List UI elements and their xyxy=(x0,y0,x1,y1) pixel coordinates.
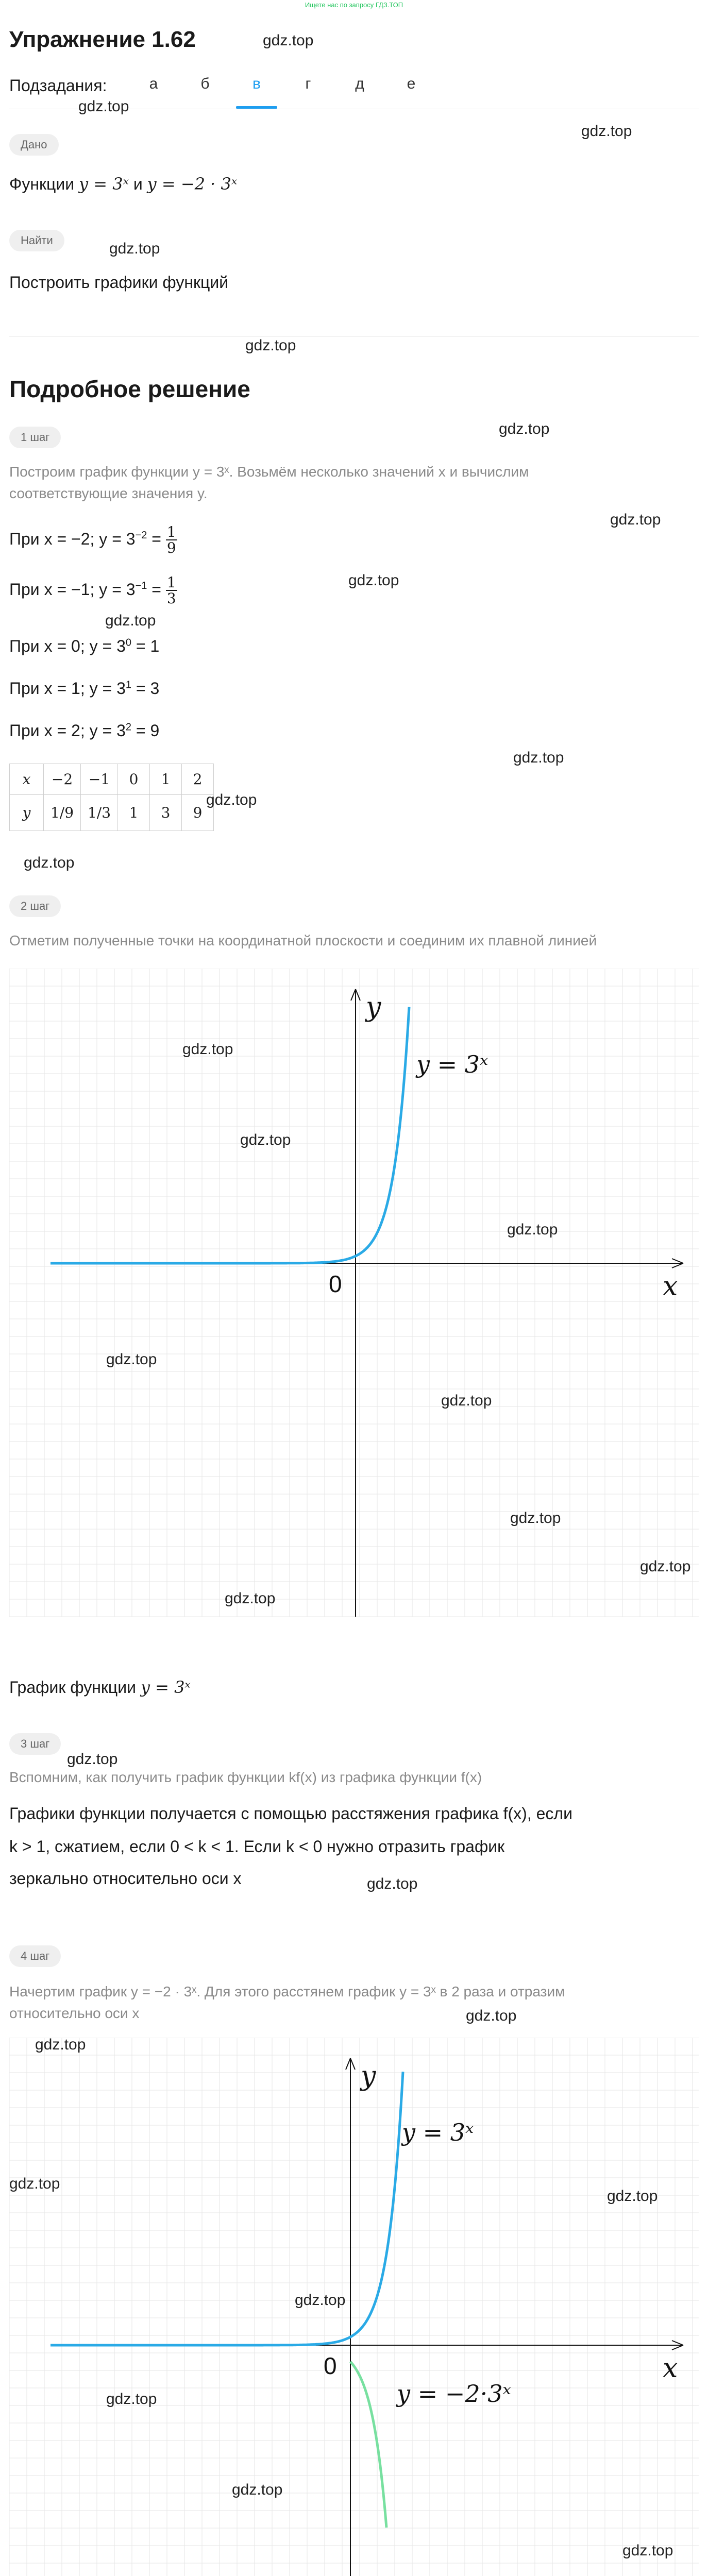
watermark: gdz.top xyxy=(499,420,550,437)
watermark: gdz.top xyxy=(245,337,296,354)
step-3-badge: 3 шаг xyxy=(9,1733,61,1755)
step-1-text-line2: соответствующие значения y. xyxy=(9,485,208,501)
step-4-text-line1: Начертим график y = −2 · 3ˣ. Для этого расстянем график y = 3ˣ в 2 раза и отразим xyxy=(9,1984,565,1999)
step-1-badge: 1 шаг xyxy=(9,427,61,448)
search-hint: Ищете нас по запросу ГДЗ.ТОП xyxy=(305,1,403,9)
given-formula-2: y = −2 · 3ˣ xyxy=(147,174,238,194)
table-row xyxy=(10,795,214,831)
watermark: gdz.top xyxy=(225,1590,276,1607)
subtask-tab-a[interactable]: а xyxy=(149,75,158,92)
grid xyxy=(9,969,699,1617)
watermark: gdz.top xyxy=(348,572,399,589)
watermark: gdz.top xyxy=(466,2007,517,2024)
y-axis-label: y xyxy=(366,992,381,1023)
step-3-text-line2: k > 1, сжатием, если 0 < k < 1. Если k < 0 нужно отразить график xyxy=(9,1837,505,1856)
watermark: gdz.top xyxy=(106,1351,157,1368)
find-text: Построить графики функций xyxy=(9,273,229,292)
table-cell: 1 xyxy=(150,764,182,795)
watermark: gdz.top xyxy=(263,32,314,49)
watermark: gdz.top xyxy=(106,2391,157,2408)
watermark: gdz.top xyxy=(24,854,75,871)
values-table xyxy=(9,764,214,831)
graph-exponential xyxy=(9,969,699,1617)
grid xyxy=(9,2038,699,2576)
x-axis-label: x xyxy=(663,2353,678,2384)
table-cell: 1/3 xyxy=(81,795,118,831)
watermark: gdz.top xyxy=(581,123,632,140)
step-2-badge: 2 шаг xyxy=(9,895,61,917)
curve-negative-exponential-label: y = −2·3ˣ xyxy=(397,2380,511,2408)
watermark: gdz.top xyxy=(295,2292,346,2309)
subtask-tab-b[interactable]: б xyxy=(200,75,210,92)
watermark: gdz.top xyxy=(610,511,661,528)
step-2-text: Отметим полученные точки на координатной плоскости и соединим их плавной линией xyxy=(9,933,597,948)
watermark: gdz.top xyxy=(232,2481,283,2498)
subtask-tab-g[interactable]: г xyxy=(305,75,311,92)
given-formula-1: y = 3ˣ xyxy=(78,174,129,194)
watermark: gdz.top xyxy=(240,1131,291,1148)
watermark: gdz.top xyxy=(513,749,564,766)
watermark: gdz.top xyxy=(78,98,129,115)
watermark: gdz.top xyxy=(105,612,156,629)
table-cell: −2 xyxy=(44,764,81,795)
table-cell: 0 xyxy=(118,764,150,795)
watermark: gdz.top xyxy=(182,1041,233,1058)
graph-svg xyxy=(9,2038,699,2576)
watermark: gdz.top xyxy=(507,1221,558,1238)
calc-row-3: При x = 0; $y = 3^0 = 1$ xyxy=(9,637,160,655)
step-3-text-line1: Графики функции получается с помощью расстяжения графика f(x), если xyxy=(9,1804,572,1823)
table-cell: 1/9 xyxy=(44,795,81,831)
table-cell: 2 xyxy=(182,764,214,795)
watermark: gdz.top xyxy=(206,791,257,808)
table-cell: 9 xyxy=(182,795,214,831)
solution-heading: Подробное решение xyxy=(9,376,250,402)
table-cell: −1 xyxy=(81,764,118,795)
subtasks-label: Подзадания: xyxy=(9,76,107,95)
y-axis-label: y xyxy=(361,2061,376,2092)
step-3-text-gray: Вспомним, как получить график функции kf(x) из графика функции f(x) xyxy=(9,1769,482,1785)
watermark: gdz.top xyxy=(67,1751,118,1768)
graph-two-functions xyxy=(9,2038,699,2576)
given-badge: Дано xyxy=(9,134,59,156)
watermark: gdz.top xyxy=(367,1875,418,1892)
calc-row-2: При x = −1; $y = 3^{-1}$ = $\frac{1}{3}$ xyxy=(9,574,176,607)
watermark: gdz.top xyxy=(607,2188,658,2205)
step-1-text-line1: Построим график функции y = 3ˣ. Возьмём несколько значений x и вычислим xyxy=(9,464,529,480)
watermark: gdz.top xyxy=(510,1510,561,1527)
calc-row-4: При x = 1; $y = 3^1 = 3$ xyxy=(9,679,160,698)
watermark: gdz.top xyxy=(9,2175,60,2192)
find-badge: Найти xyxy=(9,230,64,251)
origin-label: 0 xyxy=(324,2352,337,2379)
table-cell: 3 xyxy=(150,795,182,831)
origin-label: 0 xyxy=(329,1270,342,1297)
subtask-tab-d[interactable]: д xyxy=(355,75,364,92)
step-4-text-line2: относительно оси x xyxy=(9,2005,140,2021)
curve-exponential-label: y = 3ˣ xyxy=(416,1050,488,1078)
subtask-tab-e[interactable]: е xyxy=(407,75,416,92)
curve-exponential-label: y = 3ˣ xyxy=(402,2119,474,2146)
step-4-badge: 4 шаг xyxy=(9,1945,61,1967)
given-text: Функции y = 3ˣ и y = −2 · 3ˣ xyxy=(9,174,238,194)
calc-row-1: При x = −2; $y = 3^{-2}$ = $\frac{1}{9}$ xyxy=(9,523,176,557)
watermark: gdz.top xyxy=(35,2036,86,2053)
watermark: gdz.top xyxy=(622,2542,673,2559)
step-3-text-line3: зеркально относительно оси x xyxy=(9,1869,242,1888)
curve-negative-exponential xyxy=(350,2362,386,2528)
page-title: Упражнение 1.62 xyxy=(9,27,196,52)
table-cell: y xyxy=(10,795,44,831)
table-cell: 1 xyxy=(118,795,150,831)
watermark: gdz.top xyxy=(441,1392,492,1409)
calc-row-5: При x = 2; $y = 3^2 = 9$ xyxy=(9,721,160,740)
x-axis-label: x xyxy=(663,1271,678,1302)
watermark: gdz.top xyxy=(640,1558,691,1575)
table-cell: x xyxy=(10,764,44,795)
graph1-caption: График функции y = 3ˣ xyxy=(9,1677,191,1697)
watermark: gdz.top xyxy=(109,240,160,257)
table-row xyxy=(10,764,214,795)
graph-svg xyxy=(9,969,699,1617)
subtask-tab-v[interactable]: в xyxy=(252,75,261,92)
